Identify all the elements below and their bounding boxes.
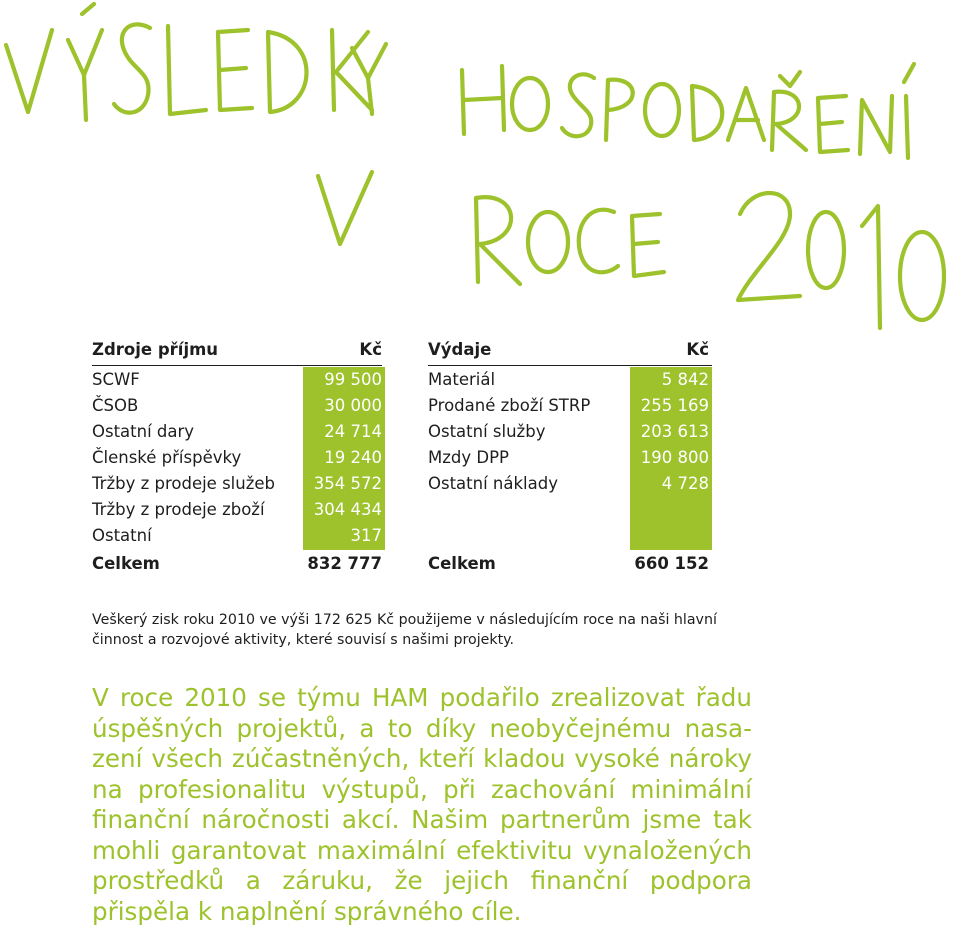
income-row-label: Ostatní dary (92, 422, 195, 441)
handwritten-title-drawing (0, 0, 960, 330)
table-row (428, 419, 709, 445)
expense-header-divider (428, 365, 712, 366)
income-table-header (92, 337, 382, 363)
income-header-label: Zdroje příjmu (92, 340, 219, 359)
expense-row-value: 4 728 (661, 474, 709, 493)
table-row (92, 497, 382, 523)
expense-row-value: 190 800 (640, 448, 709, 467)
income-row-value: 99 500 (324, 370, 382, 389)
expense-row-value: 203 613 (640, 422, 709, 441)
profit-note: Veškerý zisk roku 2010 ve výši 172 625 Kč použijeme v následujícím roce na naši hlavní činnost a rozvojové aktivity, které souvisí s našimi projekty. (92, 612, 717, 648)
income-row-value: 354 572 (313, 474, 382, 493)
income-row-label: Ostatní (92, 526, 152, 545)
income-row-label: Členské příspěvky (92, 448, 242, 467)
income-header-divider (92, 365, 382, 366)
expense-table-header (428, 337, 709, 363)
expense-row-label: Prodané zboží STRP (428, 396, 591, 415)
expense-row-label: Materiál (428, 370, 496, 389)
table-row (92, 393, 382, 419)
income-row-value: 24 714 (324, 422, 382, 441)
expense-row-label: Mzdy DPP (428, 448, 509, 467)
expense-row-label: Ostatní služby (428, 422, 546, 441)
table-row (92, 419, 382, 445)
income-row-value: 317 (350, 526, 382, 545)
expense-total-row (428, 551, 709, 577)
income-total-label: Celkem (92, 554, 160, 573)
income-header-currency: Kč (359, 340, 382, 359)
expense-header-currency: Kč (686, 340, 709, 359)
table-row (92, 367, 382, 393)
income-row-value: 304 434 (313, 500, 382, 519)
table-row (428, 393, 709, 419)
income-row-value: 19 240 (324, 448, 382, 467)
table-row (428, 367, 709, 393)
income-total-value: 832 777 (307, 554, 382, 573)
income-row-label: SCWF (92, 370, 140, 389)
income-row-label: Tržby z prodeje zboží (92, 500, 265, 519)
table-row (428, 445, 709, 471)
summary-paragraph: V roce 2010 se týmu HAM podařilo zrealizovat řadu úspěšných projektů, a to díky neobyčejnému nasazení všech zúčastněných, kteří kladou vysoké nároky na profesionalitu výstupů, při zachování minimální finanční náročnosti akcí. Našim partnerům jsme tak mohli garantovat maximální efektivitu vynaložených prostředků a záruku, že jejich finanční podpora přispěla k naplnění správného cíle. (92, 683, 752, 926)
expense-header-label: Výdaje (428, 340, 492, 359)
table-row (92, 471, 382, 497)
table-row (92, 523, 382, 549)
income-total-row (92, 551, 382, 577)
table-row (92, 445, 382, 471)
expense-row-value: 255 169 (640, 396, 709, 415)
income-row-label: ČSOB (92, 396, 139, 415)
table-row (428, 471, 709, 497)
income-row-value: 30 000 (324, 396, 382, 415)
expense-row-value: 5 842 (661, 370, 709, 389)
income-row-label: Tržby z prodeje služeb (92, 474, 276, 493)
income-table (92, 337, 382, 577)
expense-total-value: 660 152 (634, 554, 709, 573)
expense-row-label: Ostatní náklady (428, 474, 558, 493)
expense-total-label: Celkem (428, 554, 496, 573)
expense-table (428, 337, 709, 577)
page-title (0, 0, 960, 330)
